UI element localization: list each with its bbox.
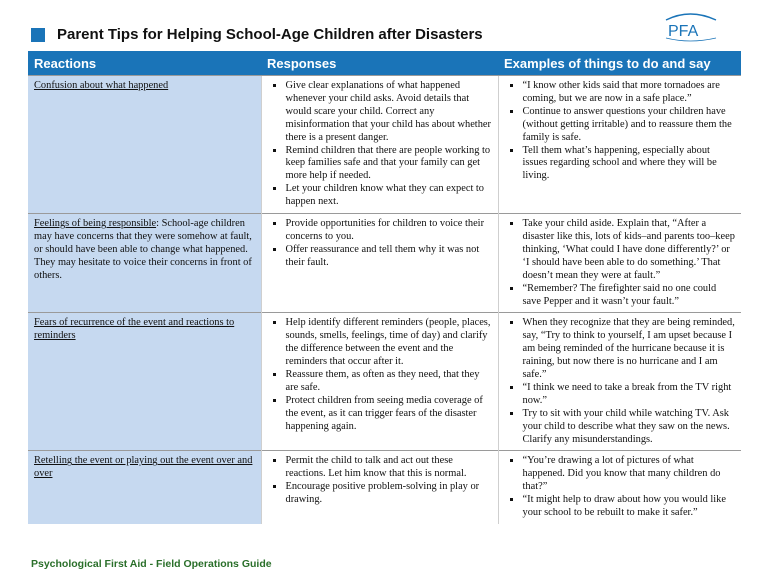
examples-cell [498,214,741,313]
page-title: Parent Tips for Helping School-Age Children after Disasters [57,26,483,43]
responses-cell [261,76,498,214]
responses-cell [261,313,498,451]
column-header-reactions: Reactions [28,51,261,76]
list-item: Continue to answer questions your children have (without getting irritable) and to reassure them the family is safe. [523,106,736,145]
logo-text: PFA [668,23,699,40]
reaction-cell [28,76,261,214]
tips-table [28,51,741,524]
table-row [28,451,741,524]
responses-cell [261,451,498,524]
title-square-icon [31,28,45,42]
table-row [28,313,741,451]
list-item: Give clear explanations of what happened whenever your child asks. Avoid details that would scare your child. Correct any misinformation that your child has about whether there is a present danger. [285,80,491,143]
reaction-cell [28,451,261,524]
reaction-title: Retelling the event or playing out the event over and over [34,455,253,480]
pfa-logo [660,12,722,42]
list-item: Remind children that there are people working to keep families safe and that your family can get more help if needed. [285,144,491,182]
list-item: “Remember? The firefighter said no one could save Pepper and it wasn’t your fault.” [523,283,736,309]
column-header-responses: Responses [261,51,498,76]
list-item: “It might help to draw about how you would like your school to be rebuilt to make it safer.” [523,494,736,520]
table-header-row [28,51,741,76]
list-item: When they recognize that they are being reminded, say, “Try to think to yourself, I am upset because I am being reminded of the hurricane because it is raining, but now there is no hurricane and I am safe.” [522,317,735,381]
list-item: Encourage positive problem-solving in play or drawing. [286,481,492,507]
list-item: Protect children from seeing media coverage of the event, as it can trigger fears of the disaster happening again. [286,395,492,434]
list-item: “You’re drawing a lot of pictures of what happened. Did you know that many children do that?” [523,455,736,494]
examples-cell [498,313,741,451]
examples-cell [498,76,741,214]
table-row [28,214,741,313]
list-item: Permit the child to talk and act out these reactions. Let him know that this is normal. [286,455,492,481]
list-item: Offer reassurance and tell them why it was not their fault. [286,244,492,270]
list-item: Help identify different reminders (people, places, sounds, smells, feelings, time of day) and clarify the difference between the event and the reminders that occur after it. [285,317,491,368]
list-item: Try to sit with your child while watching TV. Ask your child to describe what they saw on the news. Clarify any misunderstandings. [523,408,736,447]
reaction-title: Fears of recurrence of the event and reactions to reminders [34,317,235,342]
column-header-examples: Examples of things to do and say [498,51,741,76]
reaction-title: Feelings of being responsible [34,218,157,230]
reaction-cell [28,313,261,451]
footer-guide-title: Psychological First Aid - Field Operations Guide [31,558,272,570]
list-item: “I think we need to take a break from the TV right now.” [523,382,736,408]
reaction-title: Confusion about what happened [34,80,169,91]
reaction-text: : School-age children may have concerns that they were somehow at fault, or should have been able to change what happened. They may hesitate to voice their concerns in front of others. [34,218,252,281]
table-row [28,76,741,214]
responses-cell [261,214,498,313]
list-item: Tell them what’s happening, especially about issues regarding school and where they will be living. [523,145,736,184]
list-item: Reassure them, as often as they need, that they are safe. [286,369,492,395]
list-item: Take your child aside. Explain that, “After a disaster like this, lots of kids–and parents too–keep thinking, ‘What could I have done differently?’ or ‘I should have been able to do something.’ That doesn’t mean they were at fault.” [522,218,735,281]
reaction-cell [28,214,261,313]
list-item: “I know other kids said that more tornadoes are coming, but we are now in a safe place.” [523,80,736,106]
list-item: Provide opportunities for children to voice their concerns to you. [286,218,492,244]
examples-cell [498,451,741,524]
list-item: Let your children know what they can expect to happen next. [286,183,492,209]
